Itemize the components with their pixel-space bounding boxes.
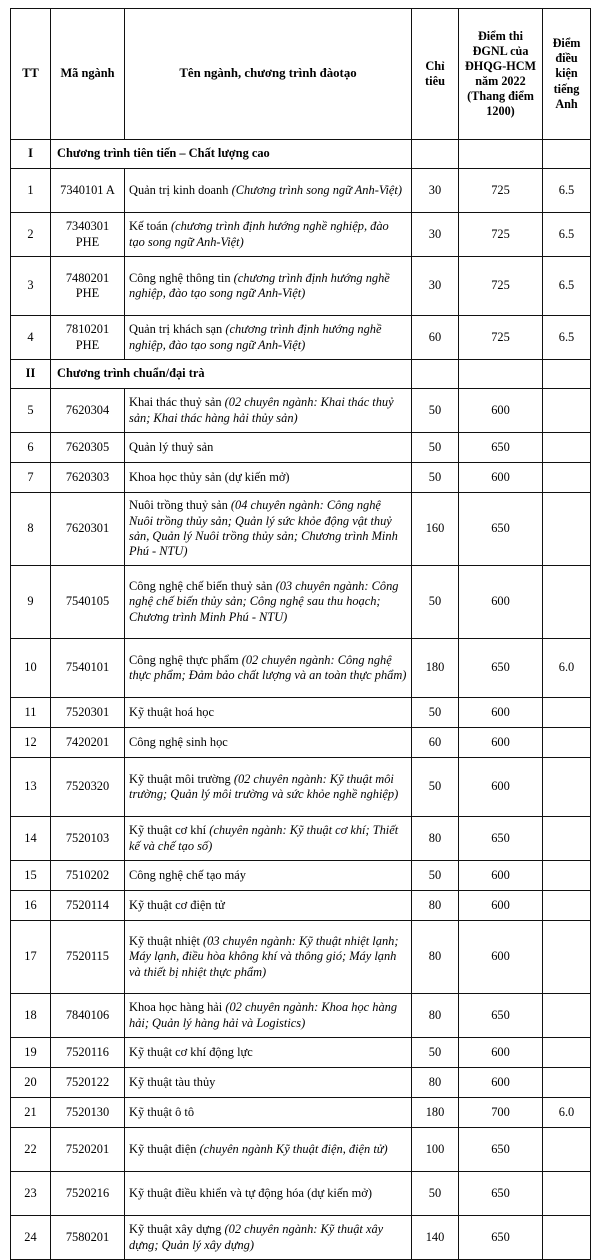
cell-tt: 20 — [11, 1068, 51, 1098]
cell-tt: 11 — [11, 698, 51, 728]
cell-quota: 160 — [412, 493, 459, 566]
cell-major-name — [125, 994, 412, 1038]
cell-tt: 18 — [11, 994, 51, 1038]
cell-english-requirement — [543, 994, 591, 1038]
cell-english-requirement — [543, 921, 591, 994]
column-header-major-name: Tên ngành, chương trình đàotạo — [125, 9, 412, 140]
cell-major-code: 7520301 — [51, 698, 125, 728]
cell-major-code: 7480201 PHE — [51, 257, 125, 316]
major-name-main: Khai thác thuỷ sản — [129, 395, 225, 410]
table-row — [11, 169, 591, 213]
cell-tt: 12 — [11, 728, 51, 758]
cell-tt: 21 — [11, 1098, 51, 1128]
cell-quota: 30 — [412, 169, 459, 213]
cell-english-requirement — [543, 1068, 591, 1098]
cell-quota: 50 — [412, 861, 459, 891]
cell-quota: 80 — [412, 1068, 459, 1098]
cell-dgnl-score: 600 — [459, 921, 543, 994]
section-empty-cell — [543, 360, 591, 389]
cell-dgnl-score: 600 — [459, 389, 543, 433]
cell-english-requirement — [543, 1038, 591, 1068]
cell-major-name — [125, 1128, 412, 1172]
cell-tt: 9 — [11, 566, 51, 639]
cell-major-name — [125, 1172, 412, 1216]
cell-quota: 180 — [412, 639, 459, 698]
cell-tt: 19 — [11, 1038, 51, 1068]
cell-major-code: 7540105 — [51, 566, 125, 639]
major-name-main: Khoa học hàng hải — [129, 1000, 226, 1015]
section-empty-cell — [459, 140, 543, 169]
cell-dgnl-score: 600 — [459, 728, 543, 758]
section-empty-cell — [412, 360, 459, 389]
cell-major-code: 7620304 — [51, 389, 125, 433]
cell-tt: 3 — [11, 257, 51, 316]
cell-quota: 140 — [412, 1216, 459, 1260]
cell-major-name — [125, 433, 412, 463]
table-row — [11, 566, 591, 639]
table-row — [11, 698, 591, 728]
cell-major-name — [125, 1038, 412, 1068]
cell-dgnl-score: 700 — [459, 1098, 543, 1128]
table-body — [11, 140, 591, 1260]
major-name-main: Kỹ thuật môi trường — [129, 771, 234, 786]
cell-dgnl-score: 600 — [459, 463, 543, 493]
cell-dgnl-score: 725 — [459, 169, 543, 213]
section-empty-cell — [412, 140, 459, 169]
major-name-main: Công nghệ thông tin — [129, 270, 234, 285]
cell-major-name — [125, 463, 412, 493]
table-row — [11, 389, 591, 433]
cell-quota: 50 — [412, 1038, 459, 1068]
table-row — [11, 463, 591, 493]
admission-table — [10, 8, 591, 1260]
cell-major-name — [125, 639, 412, 698]
table-row — [11, 493, 591, 566]
major-name-specializations: (04 chuyên ngành: Công nghệ Nuôi trồng thủy sản; Quản lý sức khỏe động vật thuỷ sản, Quản lý Nuôi trồng thủy sản; Chương trình Minh Phú - NTU) — [129, 498, 398, 559]
major-name-main: Kỹ thuật cơ điện tử — [129, 897, 225, 912]
major-name-specializations: (02 chuyên ngành: Công nghệ thực phẩm; Đảm bảo chất lượng và an toàn thực phẩm) — [129, 652, 407, 682]
cell-english-requirement — [543, 493, 591, 566]
table-row — [11, 891, 591, 921]
cell-english-requirement — [543, 433, 591, 463]
cell-english-requirement — [543, 861, 591, 891]
cell-tt: 13 — [11, 758, 51, 817]
cell-quota: 60 — [412, 728, 459, 758]
cell-quota: 50 — [412, 698, 459, 728]
major-name-main: Công nghệ chế biến thuỷ sản — [129, 578, 276, 593]
column-header-english-requirement: Điểm điều kiện tiếng Anh — [543, 9, 591, 140]
cell-tt: 22 — [11, 1128, 51, 1172]
cell-tt: 7 — [11, 463, 51, 493]
major-name-main: Quản trị khách sạn — [129, 322, 226, 337]
cell-major-code: 7520216 — [51, 1172, 125, 1216]
major-name-main: Công nghệ thực phẩm — [129, 652, 242, 667]
cell-dgnl-score: 600 — [459, 566, 543, 639]
column-header-dgnl-score: Điểm thi ĐGNL của ĐHQG-HCM năm 2022 (Thang điểm 1200) — [459, 9, 543, 140]
cell-english-requirement — [543, 1172, 591, 1216]
major-name-specializations: (chuyên ngành Kỹ thuật điện, điện tử) — [199, 1141, 388, 1156]
cell-quota: 80 — [412, 891, 459, 921]
table-row — [11, 639, 591, 698]
cell-tt: 23 — [11, 1172, 51, 1216]
section-numeral: I — [11, 140, 51, 169]
major-name-specializations: (03 chuyên ngành: Kỹ thuật nhiệt lạnh; Máy lạnh, điều hòa không khí và thông gió; Máy lạnh và thiết bị nhiệt thực phẩm) — [129, 933, 399, 979]
cell-major-name — [125, 1098, 412, 1128]
cell-dgnl-score: 650 — [459, 817, 543, 861]
major-name-main: Kỹ thuật tàu thủy — [129, 1074, 216, 1089]
table-row — [11, 1128, 591, 1172]
cell-english-requirement — [543, 817, 591, 861]
major-name-main: Kỹ thuật hoá học — [129, 704, 214, 719]
cell-tt: 5 — [11, 389, 51, 433]
major-name-main: Kỹ thuật điều khiển và tự động hóa (dự kiến mở) — [129, 1185, 372, 1200]
cell-major-name — [125, 493, 412, 566]
cell-major-name — [125, 817, 412, 861]
cell-major-code: 7420201 — [51, 728, 125, 758]
section-label: Chương trình chuẩn/đại trà — [51, 360, 412, 389]
table-row — [11, 1098, 591, 1128]
cell-english-requirement: 6.5 — [543, 169, 591, 213]
cell-major-code: 7840106 — [51, 994, 125, 1038]
cell-major-code: 7580201 — [51, 1216, 125, 1260]
section-label: Chương trình tiên tiến – Chất lượng cao — [51, 140, 412, 169]
cell-major-name — [125, 861, 412, 891]
cell-major-name — [125, 891, 412, 921]
table-row — [11, 213, 591, 257]
cell-dgnl-score: 600 — [459, 1038, 543, 1068]
table-row — [11, 758, 591, 817]
cell-tt: 10 — [11, 639, 51, 698]
cell-major-code: 7520114 — [51, 891, 125, 921]
cell-major-code: 7620303 — [51, 463, 125, 493]
cell-tt: 6 — [11, 433, 51, 463]
cell-tt: 15 — [11, 861, 51, 891]
cell-major-name — [125, 1068, 412, 1098]
cell-dgnl-score: 600 — [459, 758, 543, 817]
table-row — [11, 861, 591, 891]
cell-dgnl-score: 725 — [459, 316, 543, 360]
cell-quota: 50 — [412, 389, 459, 433]
cell-dgnl-score: 600 — [459, 891, 543, 921]
cell-english-requirement — [543, 728, 591, 758]
cell-major-code: 7520320 — [51, 758, 125, 817]
cell-english-requirement — [543, 1128, 591, 1172]
cell-major-code: 7520103 — [51, 817, 125, 861]
major-name-main: Nuôi trồng thuỷ sản — [129, 498, 231, 513]
major-name-main: Công nghệ chế tạo máy — [129, 867, 246, 882]
major-name-specializations: (chương trình định hướng nghề nghiệp, đào tạo song ngữ Anh-Việt) — [129, 270, 390, 300]
cell-major-code: 7810201 PHE — [51, 316, 125, 360]
major-name-specializations: (03 chuyên ngành: Công nghệ chế biến thủy sản; Công nghệ sau thu hoạch; Chương trình Minh Phú - NTU) — [129, 578, 399, 624]
cell-major-name — [125, 566, 412, 639]
table-row — [11, 433, 591, 463]
cell-major-code: 7520115 — [51, 921, 125, 994]
cell-major-name — [125, 257, 412, 316]
cell-quota: 80 — [412, 817, 459, 861]
major-name-specializations: (02 chuyên ngành: Kỹ thuật xây dựng; Quản lý xây dựng) — [129, 1222, 384, 1252]
table-row — [11, 316, 591, 360]
cell-dgnl-score: 725 — [459, 213, 543, 257]
cell-major-name — [125, 389, 412, 433]
column-header-quota: Chỉ tiêu — [412, 9, 459, 140]
column-header-major-code: Mã ngành — [51, 9, 125, 140]
cell-quota: 180 — [412, 1098, 459, 1128]
major-name-main: Kỹ thuật cơ khí — [129, 823, 210, 838]
cell-quota: 100 — [412, 1128, 459, 1172]
cell-quota: 50 — [412, 566, 459, 639]
major-name-specializations: (chuyên ngành: Kỹ thuật cơ khí; Thiết kế và chế tạo số) — [129, 823, 399, 853]
cell-tt: 16 — [11, 891, 51, 921]
cell-major-code: 7520116 — [51, 1038, 125, 1068]
table-row — [11, 1038, 591, 1068]
cell-dgnl-score: 650 — [459, 639, 543, 698]
cell-quota: 50 — [412, 463, 459, 493]
cell-quota: 30 — [412, 257, 459, 316]
cell-dgnl-score: 650 — [459, 1128, 543, 1172]
major-name-specializations: (02 chuyên ngành: Khoa học hàng hải; Quản lý hàng hải và Logistics) — [129, 1000, 398, 1030]
cell-major-name — [125, 213, 412, 257]
cell-tt: 24 — [11, 1216, 51, 1260]
major-name-main: Khoa học thủy sản (dự kiến mở) — [129, 469, 290, 484]
cell-major-name — [125, 921, 412, 994]
cell-english-requirement: 6.0 — [543, 1098, 591, 1128]
major-name-specializations: (chương trình định hướng nghề nghiệp, đào tạo song ngữ Anh-Việt) — [129, 322, 382, 352]
cell-quota: 80 — [412, 994, 459, 1038]
cell-english-requirement — [543, 758, 591, 817]
major-name-main: Kỹ thuật ô tô — [129, 1104, 195, 1119]
cell-english-requirement: 6.5 — [543, 213, 591, 257]
major-name-main: Kỹ thuật nhiệt — [129, 933, 203, 948]
cell-major-code: 7340301 PHE — [51, 213, 125, 257]
section-row — [11, 140, 591, 169]
cell-quota: 60 — [412, 316, 459, 360]
cell-tt: 14 — [11, 817, 51, 861]
cell-major-code: 7520201 — [51, 1128, 125, 1172]
cell-major-code: 7540101 — [51, 639, 125, 698]
table-row — [11, 994, 591, 1038]
cell-major-name — [125, 316, 412, 360]
cell-dgnl-score: 600 — [459, 698, 543, 728]
major-name-main: Quản trị kinh doanh — [129, 182, 232, 197]
cell-english-requirement — [543, 463, 591, 493]
cell-english-requirement — [543, 389, 591, 433]
cell-english-requirement — [543, 566, 591, 639]
major-name-specializations: (02 chuyên ngành: Khai thác thuỷ sản; Khai thác hàng hải thủy sản) — [129, 395, 394, 425]
cell-dgnl-score: 600 — [459, 1068, 543, 1098]
cell-english-requirement: 6.5 — [543, 316, 591, 360]
cell-tt: 4 — [11, 316, 51, 360]
cell-dgnl-score: 650 — [459, 994, 543, 1038]
table-row — [11, 1172, 591, 1216]
cell-english-requirement: 6.5 — [543, 257, 591, 316]
cell-dgnl-score: 650 — [459, 1172, 543, 1216]
table-row — [11, 257, 591, 316]
cell-quota: 50 — [412, 1172, 459, 1216]
table-row — [11, 817, 591, 861]
cell-tt: 1 — [11, 169, 51, 213]
cell-english-requirement — [543, 698, 591, 728]
major-name-specializations: (Chương trình song ngữ Anh-Việt) — [231, 182, 402, 197]
table-row — [11, 1068, 591, 1098]
cell-dgnl-score: 725 — [459, 257, 543, 316]
table-row — [11, 921, 591, 994]
cell-dgnl-score: 650 — [459, 433, 543, 463]
major-name-main: Kỹ thuật cơ khí động lực — [129, 1044, 253, 1059]
cell-quota: 50 — [412, 433, 459, 463]
cell-dgnl-score: 650 — [459, 493, 543, 566]
document-page — [0, 8, 600, 1252]
major-name-specializations: (chương trình định hướng nghề nghiệp, đào tạo song ngữ Anh-Việt) — [129, 219, 389, 249]
cell-major-code: 7520130 — [51, 1098, 125, 1128]
major-name-main: Kế toán — [129, 219, 171, 234]
section-row — [11, 360, 591, 389]
header-row — [11, 9, 591, 140]
cell-tt: 8 — [11, 493, 51, 566]
cell-major-code: 7340101 A — [51, 169, 125, 213]
cell-dgnl-score: 650 — [459, 1216, 543, 1260]
major-name-main: Công nghệ sinh học — [129, 734, 228, 749]
cell-english-requirement — [543, 891, 591, 921]
cell-major-name — [125, 698, 412, 728]
cell-english-requirement: 6.0 — [543, 639, 591, 698]
table-header — [11, 9, 591, 140]
cell-tt: 17 — [11, 921, 51, 994]
cell-major-code: 7620305 — [51, 433, 125, 463]
major-name-specializations: (02 chuyên ngành: Kỹ thuật môi trường; Quản lý môi trường và sức khỏe nghề nghiệp) — [129, 771, 399, 801]
cell-dgnl-score: 600 — [459, 861, 543, 891]
column-header-tt: TT — [11, 9, 51, 140]
cell-quota: 80 — [412, 921, 459, 994]
cell-quota: 50 — [412, 758, 459, 817]
cell-major-code: 7620301 — [51, 493, 125, 566]
section-empty-cell — [543, 140, 591, 169]
cell-tt: 2 — [11, 213, 51, 257]
major-name-main: Kỹ thuật xây dựng — [129, 1222, 225, 1237]
section-empty-cell — [459, 360, 543, 389]
cell-major-code: 7510202 — [51, 861, 125, 891]
major-name-main: Kỹ thuật điện — [129, 1141, 200, 1156]
cell-major-name — [125, 758, 412, 817]
cell-major-name — [125, 169, 412, 213]
cell-quota: 30 — [412, 213, 459, 257]
major-name-main: Quản lý thuỷ sản — [129, 439, 214, 454]
section-numeral: II — [11, 360, 51, 389]
cell-major-code: 7520122 — [51, 1068, 125, 1098]
table-row — [11, 728, 591, 758]
cell-major-name — [125, 728, 412, 758]
